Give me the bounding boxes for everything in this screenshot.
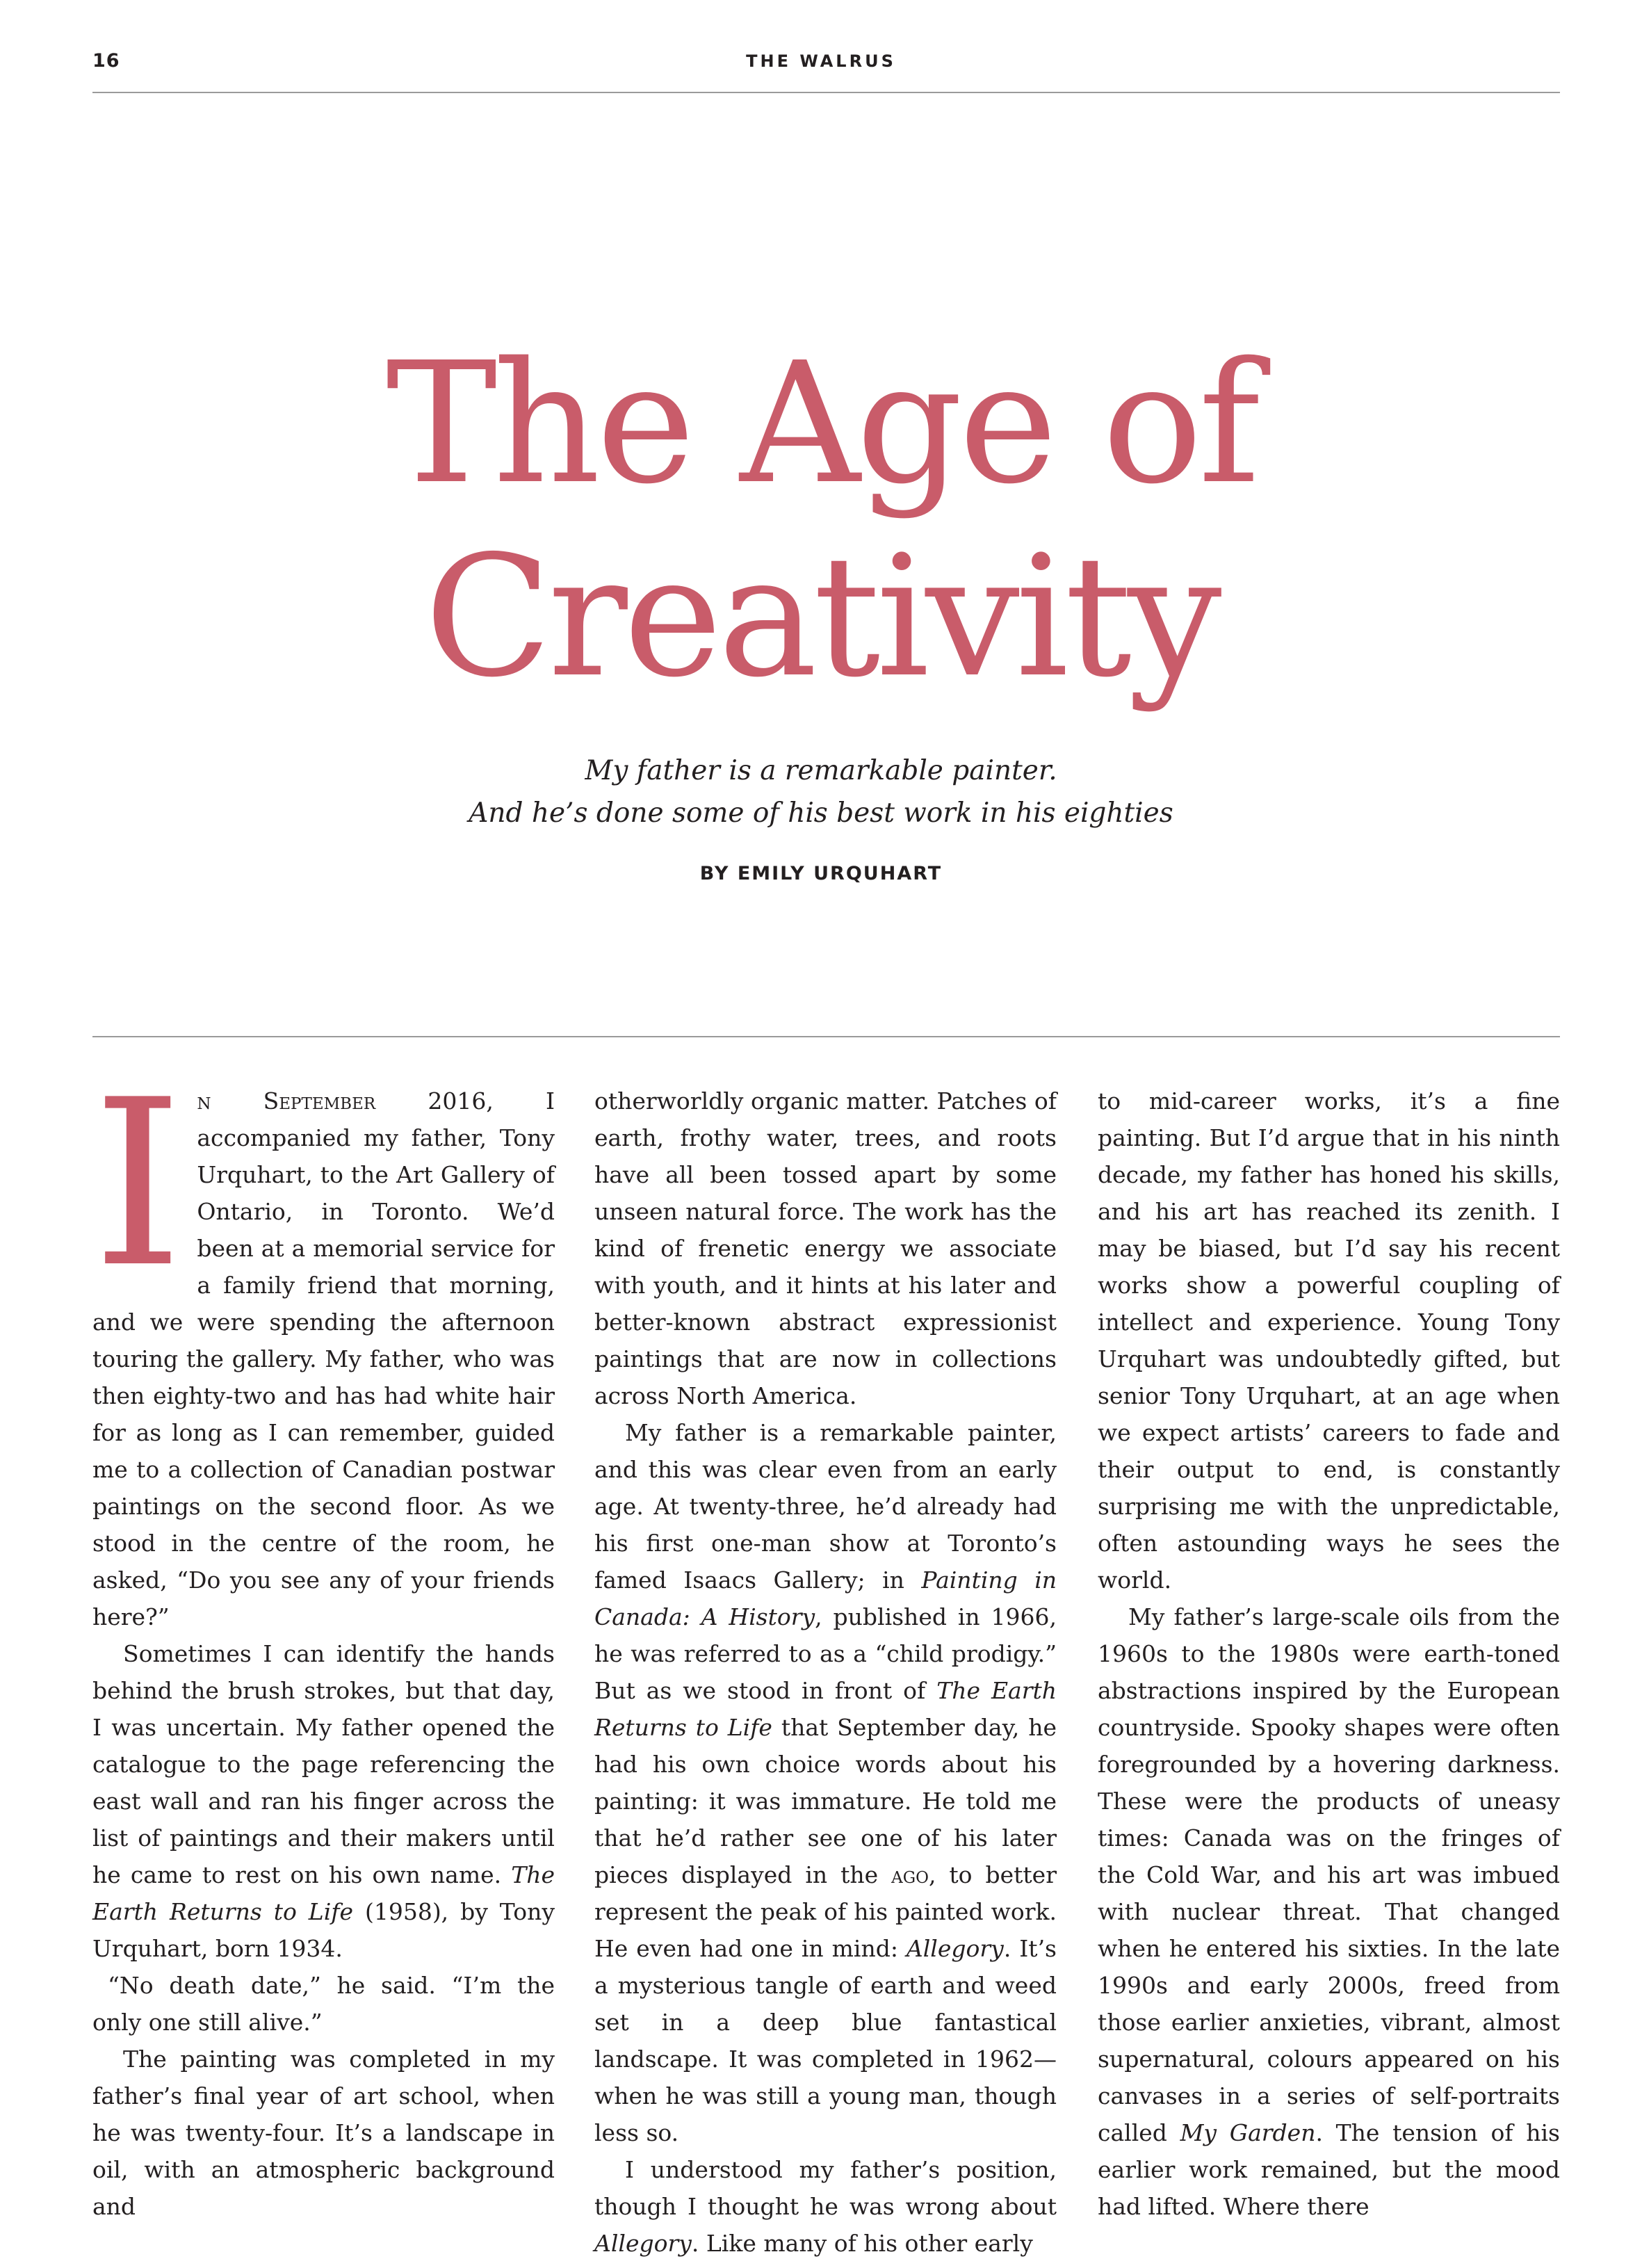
- page-number: 16: [92, 50, 120, 72]
- paragraph: [1098, 1598, 1560, 2225]
- paragraph: [1098, 1083, 1560, 1598]
- byline: BY EMILY URQUHART: [699, 863, 943, 884]
- body-column-2: [594, 1083, 1057, 2262]
- paragraph: [92, 1967, 555, 2041]
- title-line-1: The Age of: [386, 326, 1256, 521]
- paragraph-text: . The tension of his earlier work remained, but the mood had lifted. Where there: [1098, 2119, 1560, 2220]
- lead-in-small-caps: n September 2016: [197, 1087, 487, 1115]
- series-title: My Garden: [1180, 2119, 1316, 2146]
- paragraph: [92, 2041, 555, 2225]
- article-dek: [0, 750, 1642, 834]
- paragraph: [92, 1635, 555, 1967]
- drop-cap: I: [92, 1051, 184, 1318]
- dek-line-2: And he’s done some of his best work in his eighties: [469, 797, 1173, 829]
- header-rule: [92, 92, 1560, 93]
- dek-line-1: My father is a remarkable painter.: [585, 755, 1057, 786]
- article-title: [0, 327, 1642, 713]
- paragraph-text: to mid-career works, it’s a fine painting. But I’d argue that in his ninth decade, my father has honed his skills, and his art has reached its zenith. I may be biased, but I’d say his recent works show a powerful coupling of intellect and experience. Young Tony Urquhart was undoubtedly gifted, but senior Tony Urquhart, at an age when we expect artists’ careers to fade and their output to end, is constantly surprising me with the unpredictable, often astounding ways he sees the world.: [1098, 1087, 1560, 1594]
- paragraph: [594, 1414, 1057, 2151]
- paragraph-text: “No death date,” he said. “I’m the only one still alive.”: [92, 1972, 555, 2036]
- paragraph-text: , to better represent the peak of his painted work. He even had one in mind:: [594, 1861, 1057, 1962]
- paragraph-text: , published in 1966, he was referred to as a “child prodigy.” But as we stood in front of: [594, 1603, 1057, 1704]
- section-rule: [92, 1036, 1560, 1037]
- ago-abbreviation: ago: [891, 1861, 929, 1888]
- title-line-2: Creativity: [424, 519, 1218, 714]
- magazine-name: THE WALRUS: [746, 51, 896, 71]
- paragraph-text: . Like many of his other early: [691, 2230, 1033, 2257]
- paragraph-text: Sometimes I can identify the hands behind the brush strokes, but that day, I was uncertain. My father opened the catalogue to the page referencing the east wall and ran his finger across the list of paintings and their makers until he came to rest on his own name.: [92, 1640, 555, 1888]
- artwork-title: Allegory: [906, 1935, 1004, 1962]
- paragraph: [594, 2151, 1057, 2262]
- paragraph-text: The painting was completed in my father’s final year of art school, when he was twenty-four. It’s a landscape in oil, with an atmospheric background and: [92, 2046, 555, 2220]
- paragraph-text: (1958), by Tony Urquhart, born 1934.: [92, 1898, 555, 1962]
- paragraph: [594, 1083, 1057, 1414]
- paragraph-text: My father’s large-scale oils from the 1960s to the 1980s were earth-toned abstractions inspired by the European countryside. Spooky shapes were often foregrounded by a hovering darkness. These were the products of uneasy times: Canada was on the fringes of the Cold War, and his art was imbued with nuclear threat. That changed when he entered his sixties. In the late 1990s and early 2000s, freed from those earlier anxieties, vibrant, almost supernatural, colours appeared on his canvases in a series of self-portraits called: [1098, 1603, 1560, 2146]
- paragraph: [92, 1051, 555, 1635]
- artwork-title: The Earth Returns to Life: [92, 1861, 555, 1925]
- book-title: Painting in Canada: A History: [594, 1566, 1057, 1630]
- paragraph-text: My father is a remarkable painter, and this was clear even from an early age. At twenty-three, he’d already had his first one-man show at Toronto’s famed Isaacs Gallery; in: [594, 1419, 1057, 1594]
- artwork-title: Allegory: [594, 2230, 692, 2257]
- paragraph-text: otherworldly organic matter. Patches of earth, frothy water, trees, and roots have all been tossed apart by some unseen natural force. The work has the kind of frenetic energy we associate with youth, and it hints at his later and better-known abstract expressionist paintings that are now in collections across North America.: [594, 1087, 1057, 1409]
- artwork-title: The Earth Returns to Life: [594, 1677, 1057, 1741]
- paragraph-text: I understood my father’s position, though I thought he was wrong about: [594, 2156, 1057, 2220]
- paragraph-text: that September day, he had his own choice words about his painting: it was immature. He told me that he’d rather see one of his later pieces displayed in the: [594, 1714, 1057, 1888]
- paragraph-text: . It’s a mysterious tangle of earth and weed set in a deep blue fantastical landscape. It was completed in 1962—when he was still a young man, though less so.: [594, 1935, 1057, 2146]
- body-column-1: [92, 1051, 555, 2225]
- body-column-3: [1098, 1083, 1560, 2225]
- paragraph-text: , I accompanied my father, Tony Urquhart, to the Art Gallery of Ontario, in Toronto. We’d been at a memorial service for a family friend that morning, and we were spending the afternoon touring the gallery. My father, who was then eighty-two and has had white hair for as long as I can remember, guided me to a collection of Canadian postwar paintings on the second floor. As we stood in the centre of the room, he asked, “Do you see any of your friends here?”: [92, 1087, 555, 1630]
